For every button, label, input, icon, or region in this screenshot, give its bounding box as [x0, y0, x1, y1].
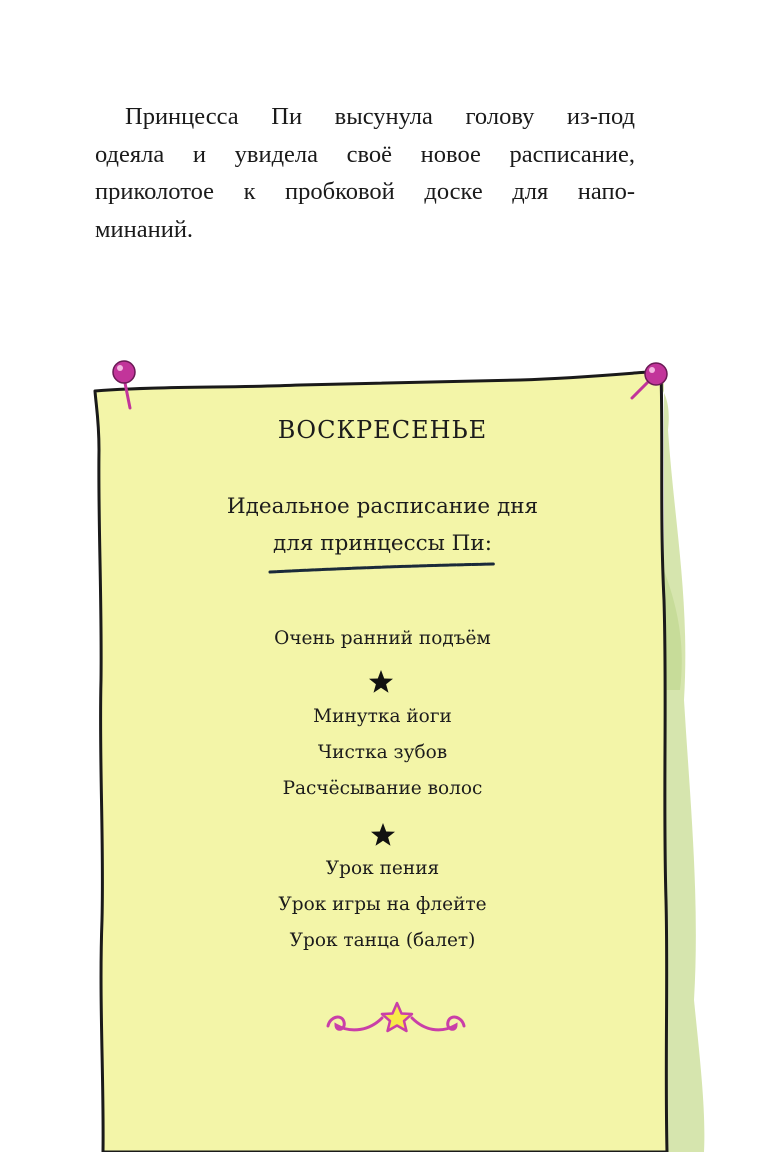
schedule-item: Урок игры на флейте — [278, 894, 487, 915]
schedule-item: Урок танца (балет) — [289, 930, 476, 951]
intro-line: приколотое к пробковой доске для напо- — [95, 178, 635, 205]
schedule-item: Расчёсывание волос — [282, 778, 483, 799]
schedule-item: Чистка зубов — [317, 742, 448, 763]
intro-line: Принцесса Пи высунула голову из-под — [125, 103, 635, 130]
note-title: ВОСКРЕСЕНЬЕ — [277, 416, 488, 444]
note-subtitle-line: для принцессы Пи: — [273, 531, 492, 556]
intro-line: одеяла и увидела своё новое расписание, — [95, 140, 635, 168]
schedule-item: Урок пения — [325, 858, 440, 879]
schedule-item: Очень ранний подъём — [274, 628, 491, 649]
intro-line: минаний. — [95, 215, 194, 243]
schedule-item: Минутка йоги — [313, 706, 452, 727]
note-subtitle-line: Идеальное расписание дня — [226, 494, 539, 519]
